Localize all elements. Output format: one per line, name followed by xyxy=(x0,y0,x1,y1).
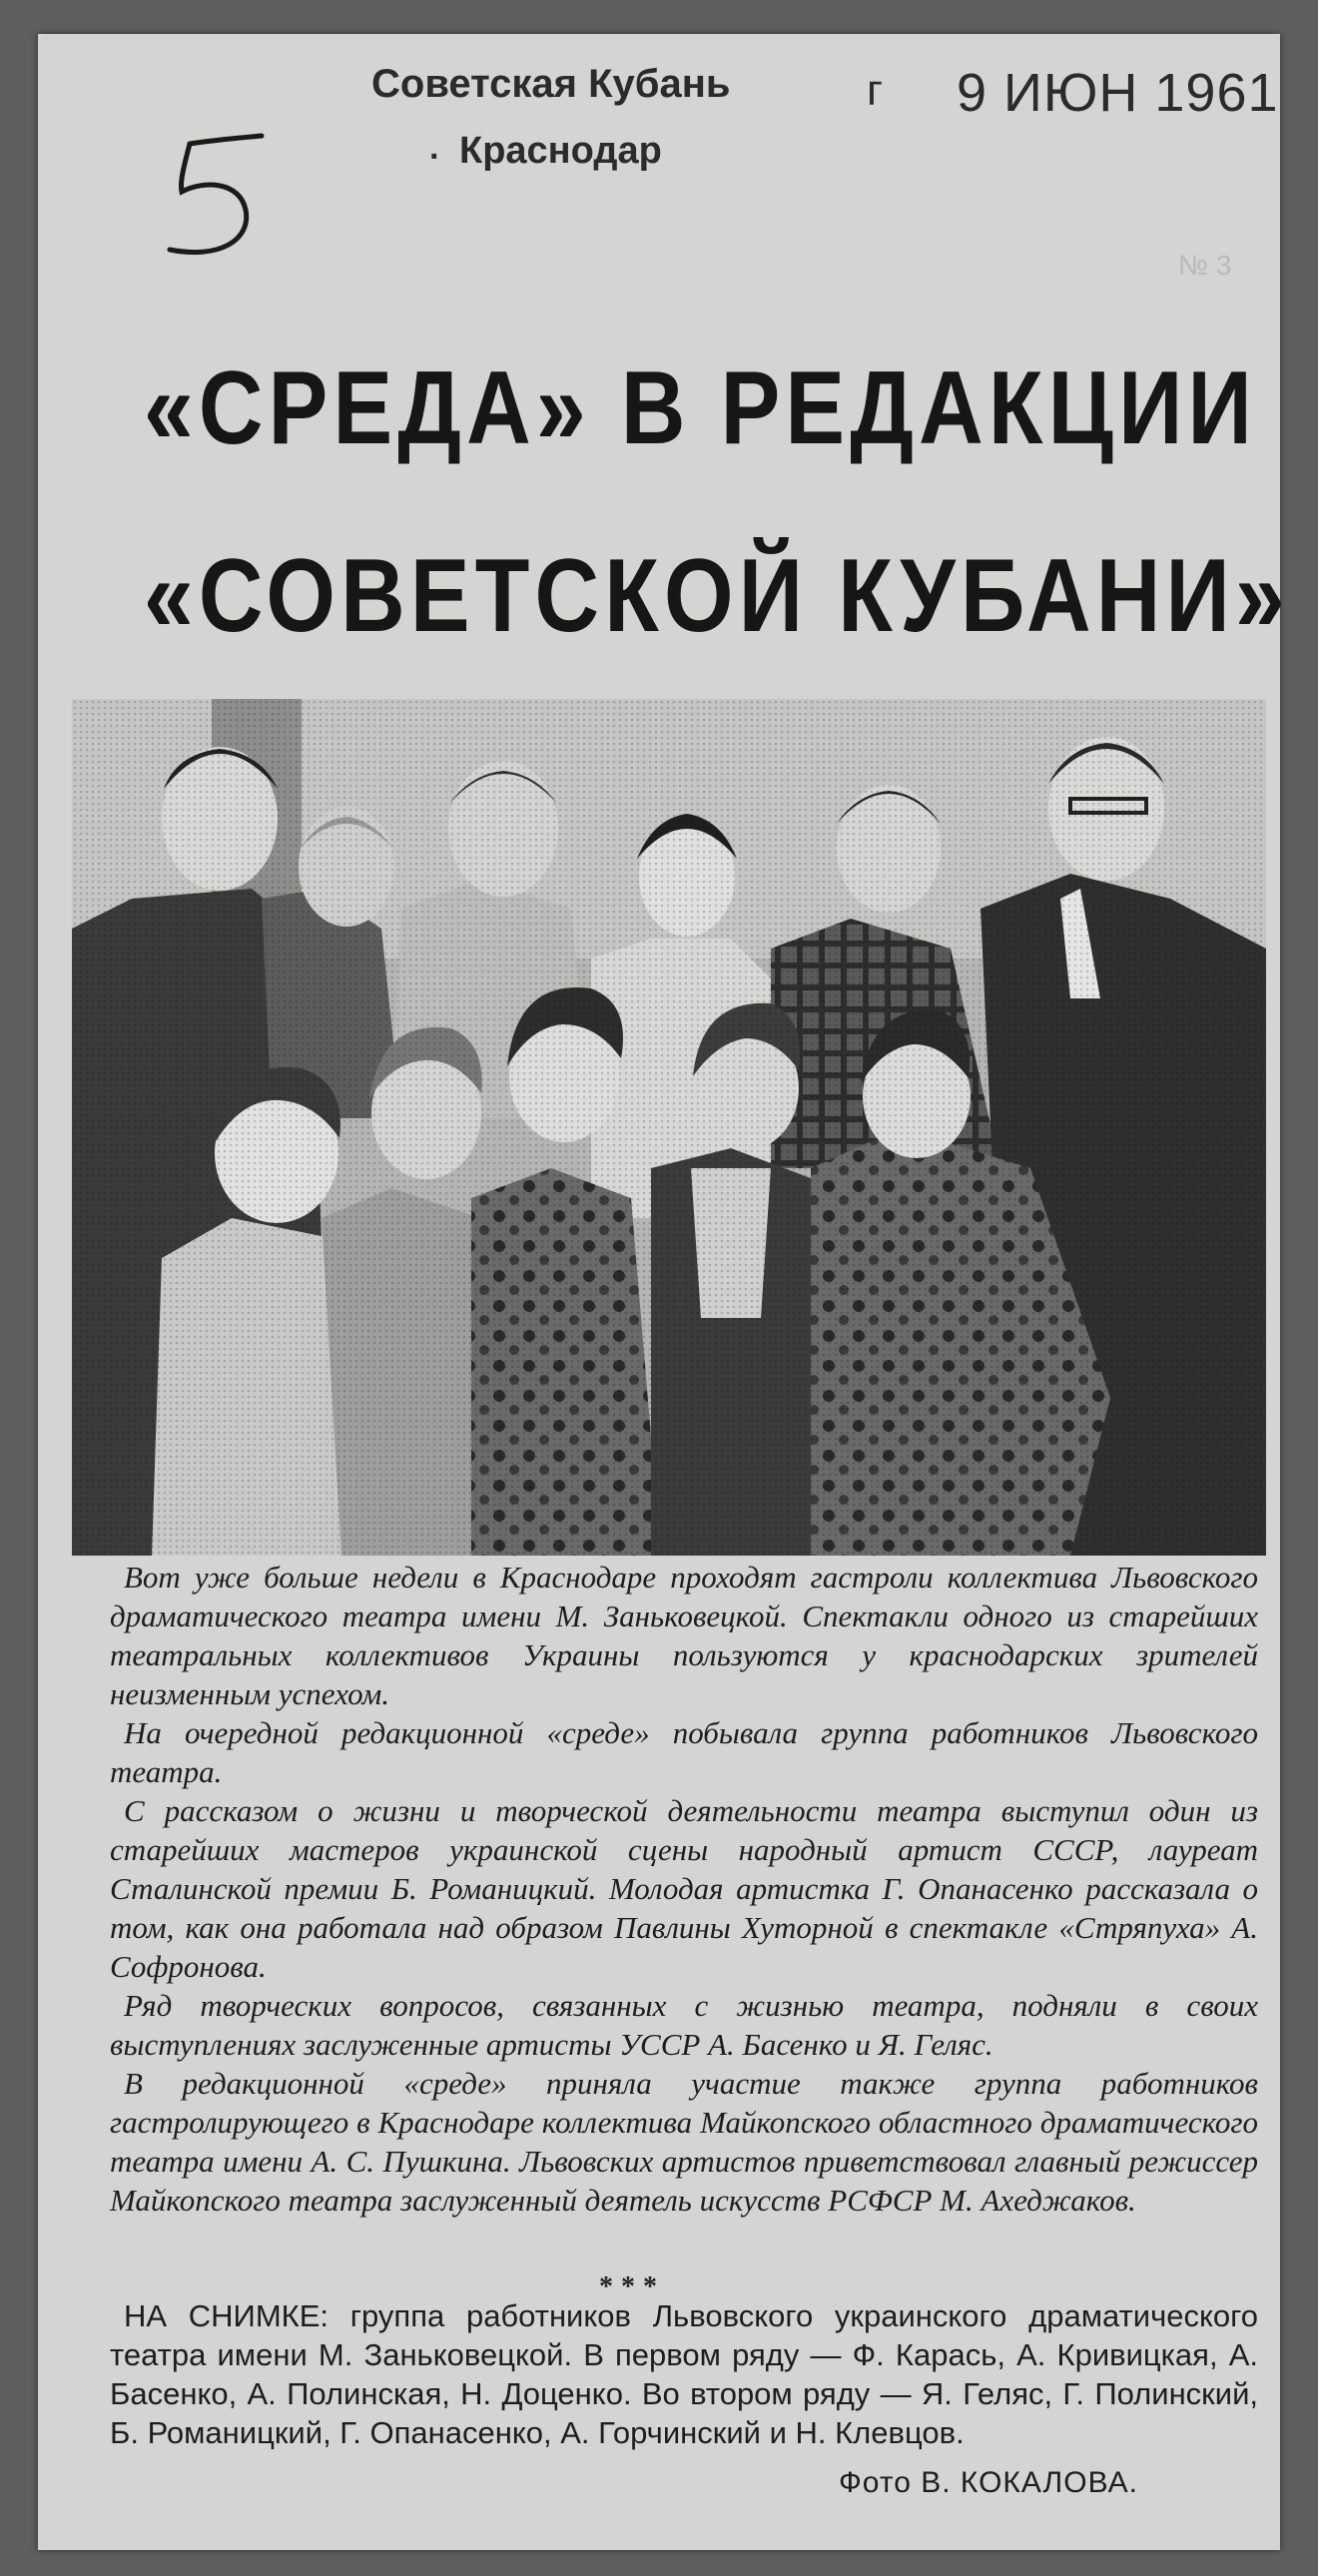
section-separator: *** xyxy=(599,2271,665,2302)
article-paragraph: С рассказом о жизни и творческой деятельности театра выступил один из старейших мастеров украинской сцены народный артист СССР, лауреат Сталинской премии Б. Романицкий. Молодая артистка Г. Опанасенко рассказала о том, как она работала над образом Павлины Хуторной в спектакле «Стряпуха» А. Софронова. xyxy=(110,1793,1258,1984)
stamp-dot: · xyxy=(429,138,441,176)
photo-caption xyxy=(110,2296,1258,2452)
article-paragraph: Ряд творческих вопросов, связанных с жизнью театра, подняли в своих выступлениях заслуженные артисты УССР А. Басенко и Я. Геляс. xyxy=(110,1988,1258,2062)
article-paragraph: Вот уже больше недели в Краснодаре проходят гастроли коллектива Львовского драматического театра имени М. Заньковецкой. Спектакли одного из старейших театральных коллективов Украины пользуются у краснодарских зрителей неизменным успехом. xyxy=(110,1560,1258,1711)
year-mark-stamp: г xyxy=(867,66,884,115)
article-paragraph: На очередной редакционной «среде» побывала группа работников Львовского театра. xyxy=(110,1715,1258,1789)
headline-line-1: «СРЕДА» В РЕДАКЦИИ xyxy=(144,350,1257,466)
caption-text: НА СНИМКЕ: группа работников Львовского украинского драматического театра имени М. Заньковецкой. В первом ряду — Ф. Карась, А. Кривицкая, А. Басенко, А. Полинская, Н. Доценко. Во втором ряду — Я. Геляс, Г. Полинский, Б. Романицкий, Г. Опанасенко, А. Горчинский и Н. Клевцов. xyxy=(110,2298,1258,2450)
date-stamp: 9 ИЮН 1961 xyxy=(957,63,1279,123)
group-photo xyxy=(72,699,1266,1556)
city-stamp: Краснодар xyxy=(459,130,662,172)
faint-archive-mark: № 3 xyxy=(1178,250,1232,281)
photo-credit: Фото В. КОКАЛОВА. xyxy=(839,2466,1138,2499)
article-paragraph: В редакционной «среде» приняла участие также группа работников гастролирующего в Краснодаре коллектива Майкопского областного драматического театра имени А. С. Пушкина. Львовских артистов приветствовал главный режиссер Майкопского театра заслуженный деятель искусств РСФСР М. Ахеджаков. xyxy=(110,2066,1258,2218)
headline-line-2: «СОВЕТСКОЙ КУБАНИ» xyxy=(144,538,1290,654)
handwritten-number xyxy=(160,122,270,277)
article-body xyxy=(110,1558,1258,2220)
newspaper-name-stamp: Советская Кубань xyxy=(371,62,731,106)
